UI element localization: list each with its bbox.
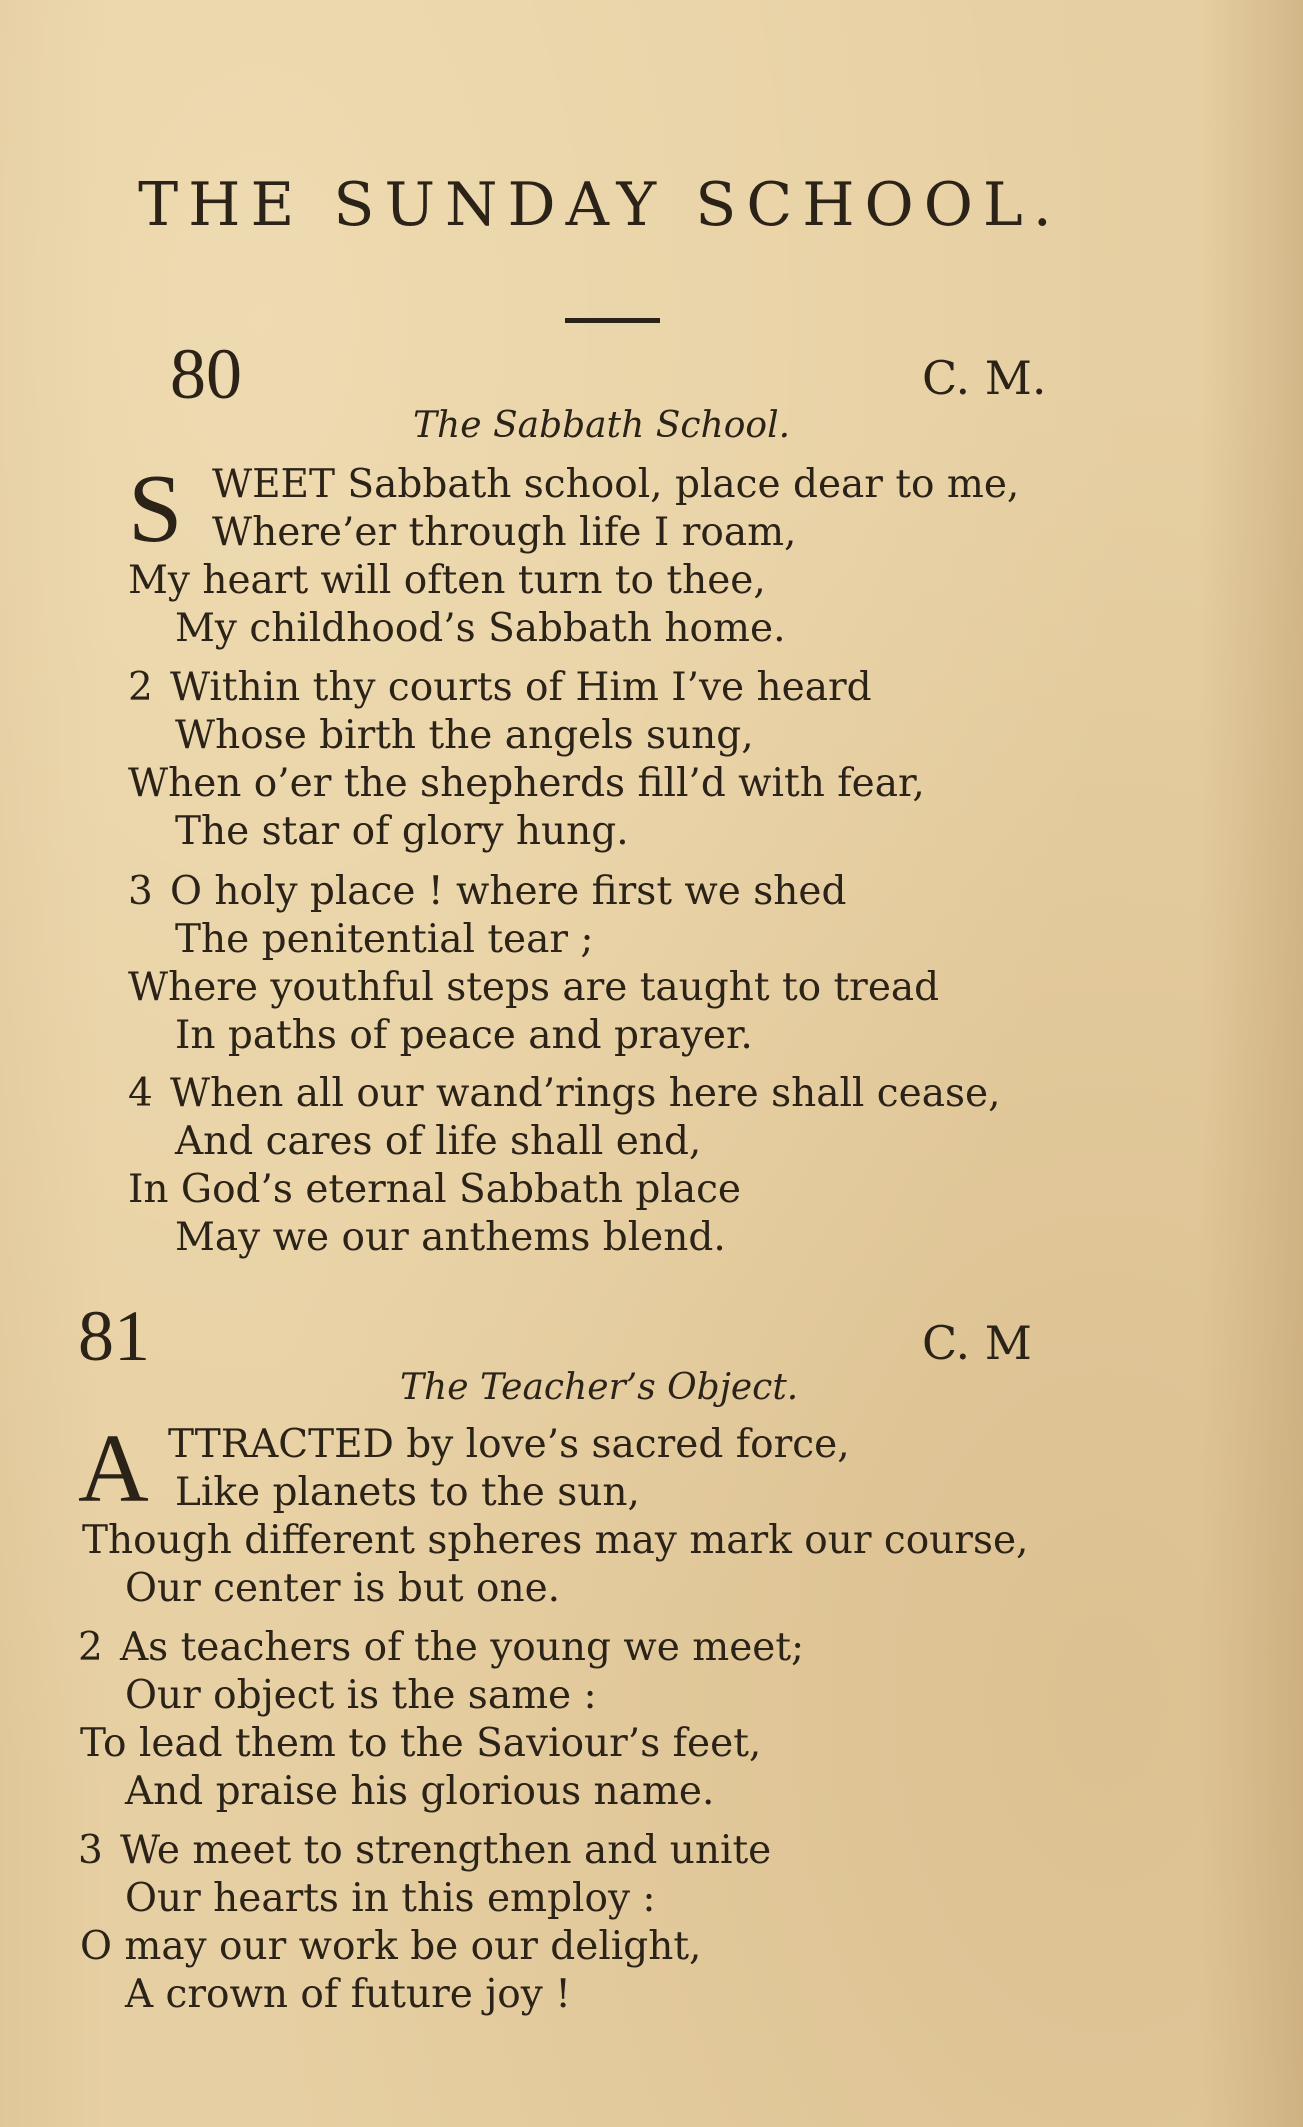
hymn-meter: C. M xyxy=(922,1316,1032,1370)
hymn-line: May we our anthems blend. xyxy=(175,1215,726,1260)
hymn-line: 2 As teachers of the young we meet; xyxy=(78,1625,805,1670)
hymn-number: 80 xyxy=(170,334,242,414)
hymn-line: When o’er the shepherds fill’d with fear, xyxy=(128,761,925,806)
hymn-line: In paths of peace and prayer. xyxy=(175,1013,753,1058)
verse-number: 2 xyxy=(128,665,153,710)
hymn-line: 4 When all our wand’rings here shall cease, xyxy=(128,1071,1001,1116)
hymn-line: Though different spheres may mark our course, xyxy=(82,1518,1029,1563)
hymn-line: The star of glory hung. xyxy=(175,809,629,854)
hymn-meter: C. M. xyxy=(922,351,1047,405)
running-title: THE SUNDAY SCHOOL. xyxy=(138,170,1062,240)
drop-cap: A xyxy=(78,1415,149,1523)
verse-number: 3 xyxy=(128,869,153,914)
title-rule xyxy=(565,318,660,323)
hymn-line: WEET Sabbath school, place dear to me, xyxy=(212,462,1020,507)
hymn-line: Where youthful steps are taught to tread xyxy=(128,965,940,1010)
hymn-line: The penitential tear ; xyxy=(175,917,594,962)
hymn-line: Our hearts in this employ : xyxy=(125,1876,656,1921)
hymn-title: The Teacher’s Object. xyxy=(400,1367,799,1408)
hymn-line: A crown of future joy ! xyxy=(125,1972,571,2017)
hymn-title: The Sabbath School. xyxy=(413,405,791,446)
hymn-line: My childhood’s Sabbath home. xyxy=(175,606,786,651)
hymn-line: Our center is but one. xyxy=(125,1566,561,1611)
hymn-line: Where’er through life I roam, xyxy=(212,510,797,555)
hymn-line: 3 O holy place ! where first we shed xyxy=(128,869,847,914)
hymn-line: To lead them to the Saviour’s feet, xyxy=(80,1721,762,1766)
hymn-line: My heart will often turn to thee, xyxy=(128,558,766,603)
verse-number: 3 xyxy=(78,1828,103,1873)
hymn-line: In God’s eternal Sabbath place xyxy=(128,1167,741,1212)
hymn-number: 81 xyxy=(78,1296,150,1376)
hymn-line: TTRACTED by love’s sacred force, xyxy=(168,1422,850,1467)
hymn-line: 2 Within thy courts of Him I’ve heard xyxy=(128,665,872,710)
verse-number: 4 xyxy=(128,1071,153,1116)
hymn-line: Our object is the same : xyxy=(125,1673,597,1718)
hymn-line: Like planets to the sun, xyxy=(175,1470,640,1515)
hymn-line: O may our work be our delight, xyxy=(80,1924,702,1969)
verse-number: 2 xyxy=(78,1625,103,1670)
drop-cap: S xyxy=(128,455,183,563)
hymn-line: And praise his glorious name. xyxy=(125,1769,715,1814)
hymn-line: And cares of life shall end, xyxy=(175,1119,702,1164)
hymn-line: 3 We meet to strengthen and unite xyxy=(78,1828,772,1873)
hymn-line: Whose birth the angels sung, xyxy=(175,713,754,758)
